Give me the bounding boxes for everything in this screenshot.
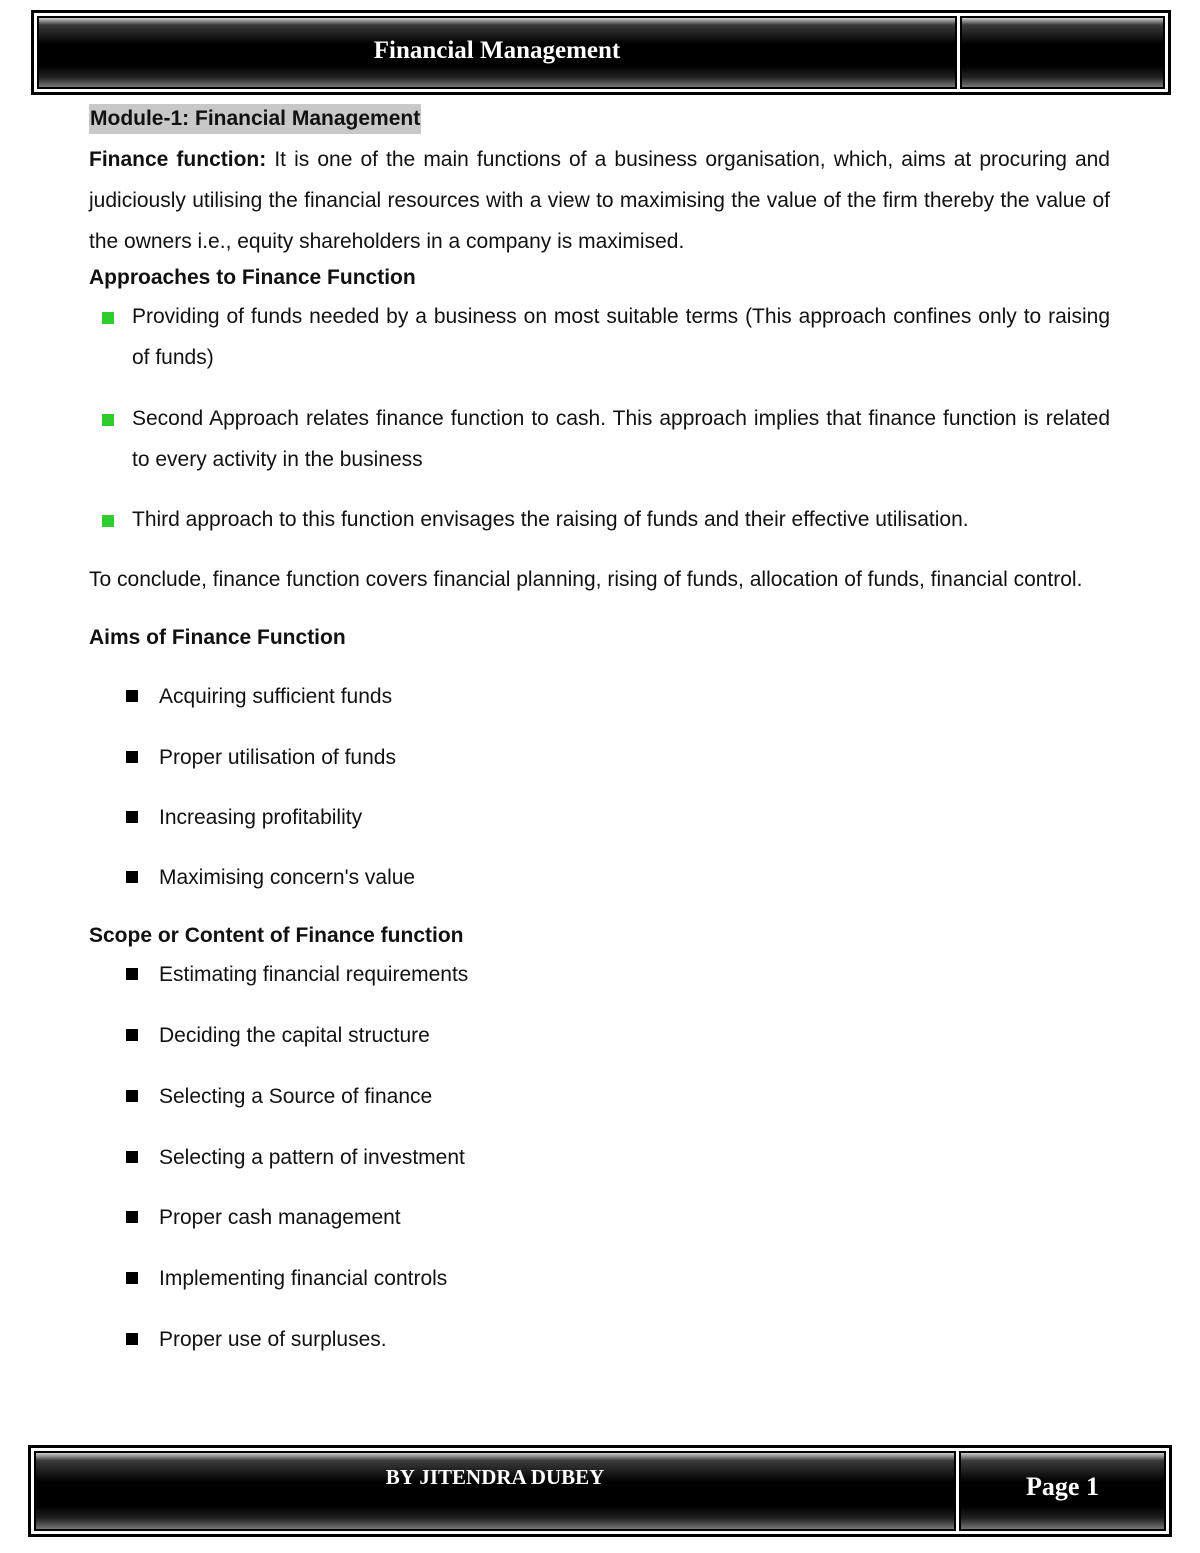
footer-bar	[34, 1451, 1166, 1531]
list-item	[89, 857, 1110, 898]
footer-author: BY JITENDRA DUBEY	[34, 1451, 956, 1531]
document-body	[89, 104, 1110, 1360]
black-square-bullet-icon	[126, 1151, 138, 1163]
green-square-bullet-icon	[102, 312, 114, 324]
black-square-bullet-icon	[126, 690, 138, 702]
black-square-bullet-icon	[126, 968, 138, 980]
page-footer	[28, 1445, 1172, 1537]
list-item-text: Providing of funds needed by a business on most suitable terms (This approach confines only to raising of funds)	[132, 305, 1110, 369]
list-item-text: Proper use of surpluses.	[159, 1328, 387, 1351]
list-item	[89, 1076, 1110, 1117]
scope-list	[89, 954, 1110, 1360]
black-square-bullet-icon	[126, 1333, 138, 1345]
scope-heading: Scope or Content of Finance function	[89, 924, 464, 947]
header-side-cell	[960, 16, 1165, 89]
finance-function-paragraph	[89, 139, 1110, 262]
list-item-text: Proper utilisation of funds	[159, 746, 396, 769]
list-item	[89, 1197, 1110, 1238]
black-square-bullet-icon	[126, 751, 138, 763]
list-item-text: Implementing financial controls	[159, 1267, 448, 1290]
aims-list	[89, 676, 1110, 898]
green-square-bullet-icon	[102, 515, 114, 527]
header-bar	[37, 16, 1165, 89]
green-square-bullet-icon	[102, 414, 114, 426]
header-title: Financial Management	[37, 16, 957, 89]
black-square-bullet-icon	[126, 1029, 138, 1041]
list-item-text: Selecting a Source of finance	[159, 1085, 433, 1108]
approaches-list	[89, 296, 1110, 540]
list-item	[89, 737, 1110, 778]
list-item-text: Acquiring sufficient funds	[159, 685, 393, 708]
black-square-bullet-icon	[126, 811, 138, 823]
list-item-text: Deciding the capital structure	[159, 1024, 430, 1047]
approaches-heading: Approaches to Finance Function	[89, 266, 416, 289]
finance-function-text: It is one of the main functions of a business organisation, which, aims at procuring and judiciously utilising the financial resources with a view to maximising the value of the firm thereby the value of the owners i.e., equity shareholders in a company is maximised.	[89, 148, 1110, 253]
list-item-text: Third approach to this function envisages the raising of funds and their effective utilisation.	[132, 508, 969, 531]
black-square-bullet-icon	[126, 1211, 138, 1223]
page-header	[31, 10, 1171, 95]
list-item	[89, 954, 1110, 995]
conclusion-paragraph: To conclude, finance function covers financial planning, rising of funds, allocation of funds, financial control.	[89, 568, 1083, 591]
finance-function-lead: Finance function:	[89, 148, 267, 171]
list-item-text: Second Approach relates finance function to cash. This approach implies that finance function is related to every activity in the business	[132, 407, 1110, 471]
black-square-bullet-icon	[126, 1090, 138, 1102]
list-item	[89, 1319, 1110, 1360]
page-number: Page 1	[959, 1451, 1166, 1531]
list-item-text: Maximising concern's value	[159, 866, 416, 889]
list-item-text: Increasing profitability	[159, 806, 363, 829]
black-square-bullet-icon	[126, 1272, 138, 1284]
list-item	[89, 1015, 1110, 1056]
list-item	[89, 1258, 1110, 1299]
list-item	[89, 676, 1110, 717]
list-item	[89, 398, 1110, 480]
list-item	[89, 1137, 1110, 1178]
list-item	[89, 499, 1110, 540]
black-square-bullet-icon	[126, 871, 138, 883]
module-title: Module-1: Financial Management	[89, 104, 421, 134]
list-item	[89, 797, 1110, 838]
list-item-text: Proper cash management	[159, 1206, 401, 1229]
list-item-text: Selecting a pattern of investment	[159, 1146, 465, 1169]
list-item	[89, 296, 1110, 378]
aims-heading: Aims of Finance Function	[89, 626, 346, 649]
list-item-text: Estimating financial requirements	[159, 963, 469, 986]
